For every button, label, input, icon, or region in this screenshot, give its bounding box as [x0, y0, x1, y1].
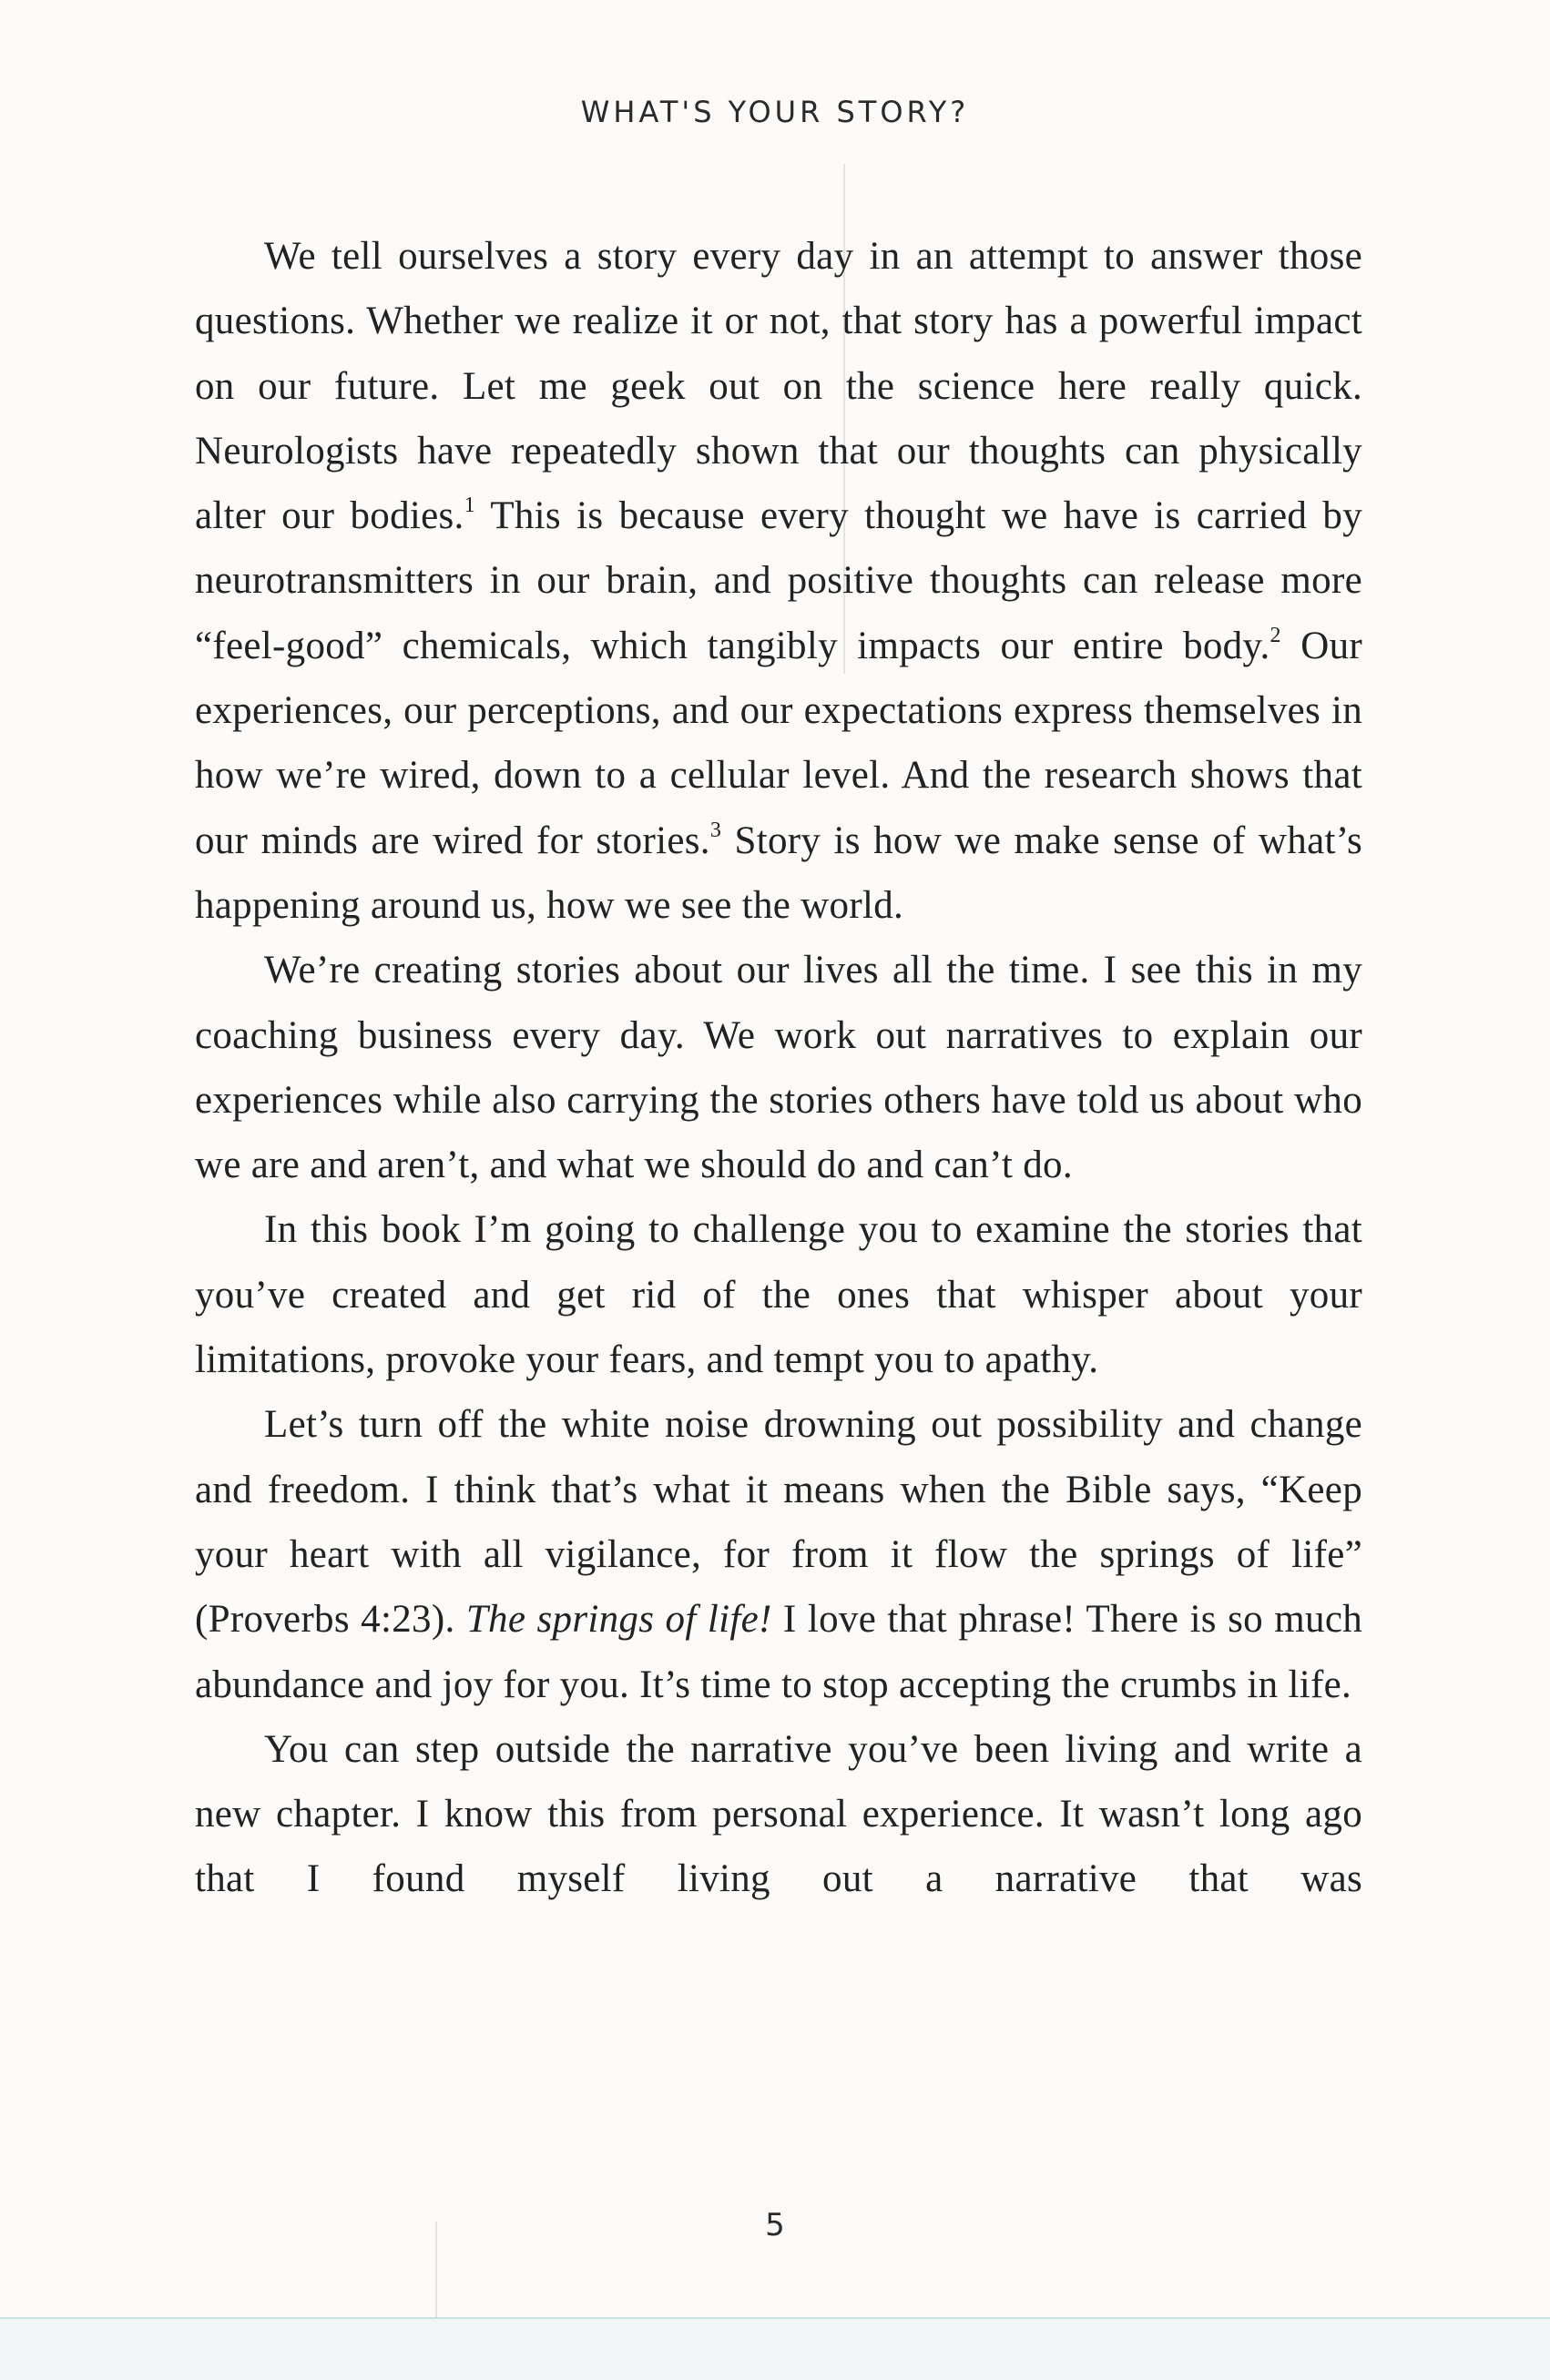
paragraph — [195, 224, 1362, 938]
text-run: Story is how we make sense of what’s happening around us, how we see the world. — [195, 819, 1362, 927]
paragraph — [195, 1197, 1362, 1392]
footnote-marker: 3 — [709, 818, 722, 842]
running-head: WHAT'S YOUR STORY? — [580, 95, 970, 129]
page-number: 5 — [765, 2207, 785, 2243]
footnote-marker: 1 — [464, 493, 475, 518]
paragraph — [195, 938, 1362, 1197]
body-text — [195, 224, 1362, 1912]
text-run: In this book I’m going to challenge you to examine the stories that you’ve created and get rid of the ones that whisper about your limitations, provoke your fears, and tempt you to apathy. — [195, 1208, 1362, 1382]
text-run: We’re creating stories about our lives all the time. I see this in my coaching business every day. We work out narratives to explain our experiences while also carrying the stories others have told us about who we are and aren’t, and what we should do and can’t do. — [195, 949, 1362, 1187]
page-edge-band — [0, 2319, 1550, 2380]
text-run: This is because every thought we have is carried by neurotransmitters in our brain, and positive thoughts can release more “feel-good” chemicals, which tangibly impacts our entire body. — [195, 494, 1362, 667]
emphasis-text: The springs of life! — [465, 1598, 772, 1642]
text-run: You can step outside the narrative you’ve been living and write a new chapter. I know this from personal experience. It wasn’t long ago that I found myself living out a narrative that was — [195, 1727, 1362, 1901]
footnote-marker: 2 — [1270, 623, 1281, 647]
text-run: Let’s turn off the white noise drowning out possibility and change and freedom. I think that’s what it means when the Bible says, “Keep your heart with all vigilance, for from it flow the springs of life” (Proverbs 4:23). — [195, 1403, 1362, 1642]
paragraph — [195, 1717, 1362, 1912]
text-run: I love that phrase! There is so much abundance and joy for you. It’s time to stop accepting the crumbs in life. — [195, 1598, 1363, 1706]
text-run: We tell ourselves a story every day in an attempt to answer those questions. Whether we realize it or not, that story has a powerful impact on our future. Let me geek out on the science here really quick. Neurologists have repeatedly shown that our thoughts can physically alter our bodies. — [195, 235, 1362, 538]
paragraph — [195, 1392, 1362, 1716]
text-run: Our experiences, our perceptions, and our expectations express themselves in how we’re wired, down to a cellular level. And the research shows that our minds are wired for stories. — [195, 624, 1362, 862]
